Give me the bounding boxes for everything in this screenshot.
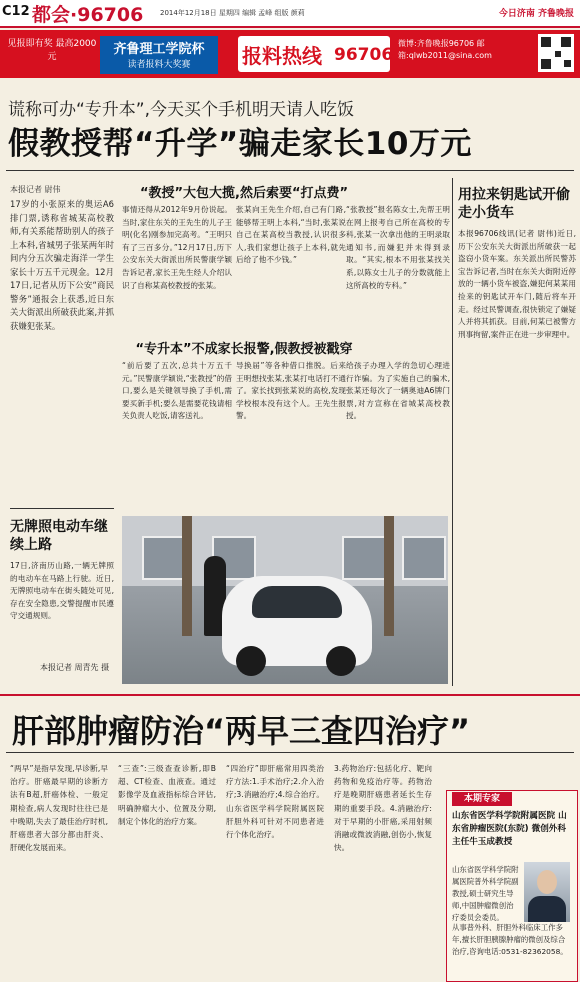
health-column: “三查”:三级查查诊断,即B超、CT检查、血液查。通过影像学及血液指标综合评估,明确肿瘤大小、位置及分期,制定个体化的治疗方案。 <box>118 764 216 826</box>
ad-school-box <box>100 36 218 74</box>
health-column: “四治疗”即肝癌常用四类治疗方法:1.手术治疗;2.介入治疗;3.消融治疗;4.综合治疗。山东省医学科学院附属医院肝胆外科可针对不同患者进行个体化治疗。 <box>226 764 324 840</box>
expert-name: 山东省医学科学院附属医院 山东省肿瘤医院(东院) 微创外科主任牛玉成教授 <box>452 811 567 847</box>
divider <box>6 170 574 171</box>
expert-bio-continued: 从事普外科、肝胆外科临床工作多年,擅长肝胆胰腺肿瘤的微创及综合治疗,咨询电话:0531-82362058。 <box>452 923 568 956</box>
health-column: 3.药物治疗:包括化疗、靶向药物和免疫治疗等。药物治疗是晚期肝癌患者延长生存期的重要手段。4.消融治疗:对于早期的小肝癌,采用射频消融或微波消融,创伤小,恢复快。 <box>334 764 432 853</box>
article-column: 导换届”等各种借口推脱。后来王明想找张某,张某打电话打不通了。家长找到张某说的高校,发现学校根本没有这个人。王先生报警。 <box>236 361 346 421</box>
hotline-number: 96706 <box>334 45 394 65</box>
right-story-body: 本报96706线讯(记者 尉伟)近日,历下公安东关大街派出所破获一起盗窃小货车案。东关派出所民警苏宝告诉记者,当时在东关大街附近停放的一辆小货车被盗,嫌犯何某某用捡来的钥匙试开车门,随后将车开走。经过民警调查,很快锁定了嫌疑人并将其抓获。目前,何某已被警方刑事拘留,案件正在进一步审理中。 <box>458 229 576 339</box>
expert-tag: 本期专家 <box>452 792 512 806</box>
health-headline: 肝部肿瘤防治“两早三查四治疗” <box>12 712 471 750</box>
ad-school-sub: 读者报料大奖赛 <box>127 60 191 70</box>
brand-logo: 今日济南 齐鲁晚报 <box>498 9 574 19</box>
ad-prize-text: 见报即有奖 最高2000元 <box>7 39 97 62</box>
section-heading-1: “教授”大包大揽,然后索要“打点费” <box>139 186 349 201</box>
divider <box>6 752 574 753</box>
section-heading-2: “专升本”不成家长报警,假教授被戳穿 <box>135 342 353 357</box>
expert-portrait <box>524 862 570 922</box>
article-column: 给孩子办理入学的急切心理进行诈骗。为了实施自己的骗术,张某还每次了一辆奥迪A6牌门票,对方宣称在省城某高校教授。 <box>346 361 450 421</box>
electric-car <box>222 576 372 666</box>
lead-paragraph: 17岁的小张原来的奥运A6排门票,诱称省城某高校教师,有关系能帮助别人的孩子上本科,省城男子张某两年时间内分五次骗走海洋一学生家长十万五千元现金。12月17日,记者从历下公安“商民警务”通报会上获悉,近日东关大街派出所破获此案,并抓获嫌犯张某。 <box>10 199 114 331</box>
divider <box>10 508 114 509</box>
news-photo <box>122 516 448 684</box>
divider <box>0 694 580 696</box>
page-number: C12 <box>2 4 30 19</box>
right-story-title: 用拉来钥匙试开偷走小货车 <box>458 187 570 221</box>
article-column: “张教授”报名陈女士,先帮王明在网上报考自己所在高校的专科,张某一次拿出他的王明录取通知书,而嫌犯并未得到录取。“其实,根本不用张某找关系,以陈女士儿子的分数就能上这所高校的专科。” <box>346 205 450 290</box>
side-story-body: 17日,济南历山路,一辆无牌照的电动车在马路上行驶。近日,无牌照电动车在街头随处可见,存在安全隐患,交警提醒市民遵守交通规则。 <box>10 561 114 621</box>
ad-school-name: 齐鲁理工学院杯 <box>113 42 205 57</box>
health-column: “两早”是指早发现,早诊断,早治疗。肝癌最早期的诊断方法有B超,肝癌体检、一般定期检查,病人发现时往往已是中晚期,失去了最佳治疗时机,肝癌患者大部分都由肝炎、肝硬化发展而来。 <box>10 764 108 853</box>
article-column: “前后要了五次,总共十万五千元。”民警康学颖说,“张教授”的借口,要么是关键领导换了手机,需要买新手机;要么是需要花钱请相关负责人吃饭,请客送礼。 <box>122 361 232 421</box>
photo-credit: 本报记者 周青先 摄 <box>40 663 110 672</box>
article-column: 张某向王先生介绍,自己有门路,能够帮王明上本科,“当时,张某说自己在某高校当教授,认识很多人,我们家想让孩子上本科,就先后给了他不少钱。” <box>236 205 346 265</box>
article-column: 事情还得从2012年9月份说起。当时,家住东关的王先生的儿子王明(化名)刚参加完高考。“王明只有了三百多分。”12月17日,历下公安东关大街派出所民警康学颖告诉记者,家长王先生经人介绍认识了自称某高校教授的张某。 <box>122 205 232 290</box>
side-story-title: 无牌照电动车继续上路 <box>10 519 108 553</box>
main-headline: 假教授帮“升学”骗走家长10万元 <box>8 126 472 162</box>
expert-bio: 山东省医学科学院附属医院普外科学院副教授,硕士研究生导师,中国肿瘤微创治疗委员会委员。 <box>452 865 519 922</box>
section-title: 都会·96706 <box>32 4 144 26</box>
kicker: 谎称可办“专升本”,今天买个手机明天请人吃饭 <box>8 100 355 120</box>
divider <box>452 178 453 686</box>
dateline: 2014年12月18日 星期四 编辑 孟峰 组版 颜莉 <box>160 9 305 17</box>
hotline-label: 报料热线 <box>242 44 322 68</box>
qr-code-icon <box>538 34 574 72</box>
hotline-box <box>238 36 394 72</box>
ad-contact: 微博:齐鲁晚报96706 邮箱:qlwb2011@sina.com <box>398 39 492 60</box>
byline: 本报记者 尉伟 <box>10 185 61 194</box>
